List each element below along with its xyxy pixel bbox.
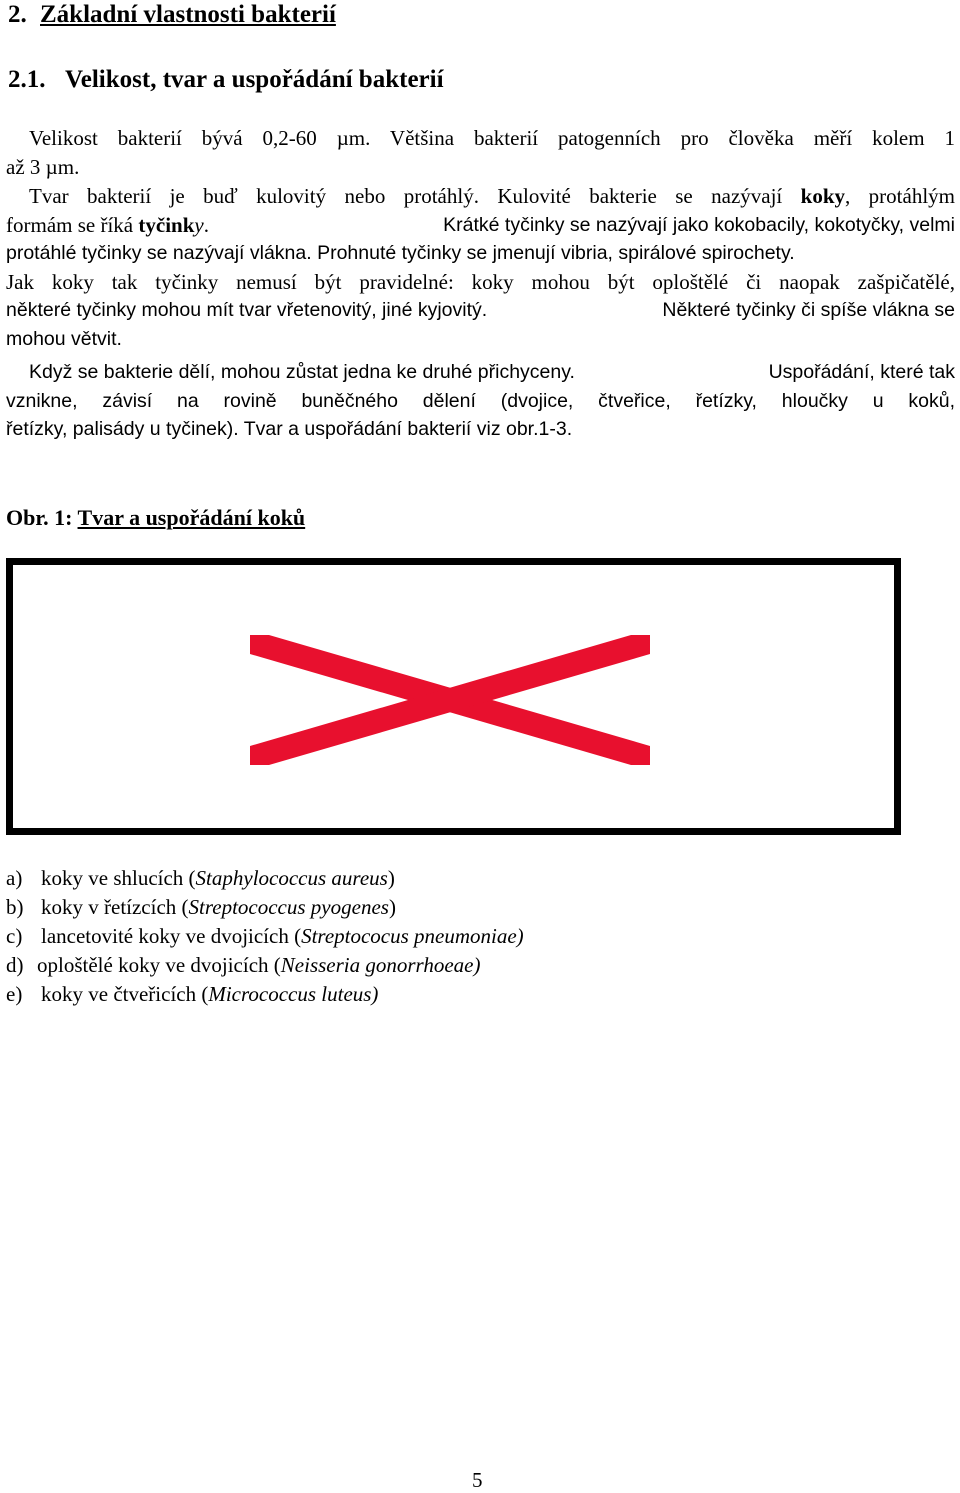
legend-species: Streptococcus pyogenes	[188, 895, 389, 919]
text-run: řetízky, palisády u tyčinek).	[6, 418, 239, 441]
text-run: Tvar a uspořádání bakterií viz obr.1-3.	[238, 418, 573, 441]
legend-species: Streptococus pneumoniae)	[301, 924, 524, 948]
text-run: Krátké tyčinky se nazývají jako kokobacily, kokotyčky, velmi	[443, 213, 955, 236]
paragraph-line	[6, 211, 955, 240]
text-run: formám se říká	[6, 212, 139, 237]
legend-item	[6, 980, 524, 1009]
text-run: protáhlé tyčinky se nazývají vlákna.	[6, 242, 312, 265]
legend-species: Neisseria gonorrhoeae)	[280, 953, 481, 977]
legend-letter: c)	[6, 924, 23, 948]
term-koky: koky	[800, 184, 846, 208]
legend-text: koky ve shlucích (	[41, 866, 196, 890]
paragraph-arrangement	[6, 358, 955, 444]
paragraph-line	[6, 182, 955, 211]
text-run: y	[194, 212, 204, 237]
legend-close: )	[388, 895, 396, 919]
text-run	[6, 211, 209, 240]
legend-species: Staphylococcus aureus	[195, 866, 388, 890]
figure-title: Tvar a uspořádání koků	[77, 505, 306, 530]
legend-letter: d)	[6, 953, 24, 977]
legend-species: Micrococcus luteus)	[208, 982, 379, 1006]
text-run: Uspořádání, které tak	[768, 361, 955, 383]
paragraph-line	[6, 296, 955, 325]
paragraph-line: Velikost bakterií bývá 0,2-60 µm. Většina bakterií patogenních pro člověka měří kolem 1	[29, 126, 955, 150]
section-heading	[8, 66, 444, 94]
paragraph-line: Jak koky tak tyčinky nemusí být pravidelné: koky mohou být oploštělé či naopak zašpičatělé,	[6, 269, 955, 294]
text-run: Některé tyčinky či spíše vlákna se	[662, 299, 955, 322]
paragraph-line	[6, 239, 955, 268]
section-title: Velikost, tvar a uspořádání bakterií	[65, 66, 444, 93]
chapter-heading	[8, 1, 336, 29]
missing-image-icon	[13, 565, 894, 828]
paragraph-line	[6, 415, 955, 444]
legend-letter: b)	[6, 895, 24, 919]
figure-caption	[6, 505, 305, 531]
section-number: 2.1.	[8, 66, 46, 93]
figure-legend	[6, 864, 524, 1009]
paragraph-size	[6, 124, 955, 181]
text-run: Když se bakterie dělí, mohou zůstat jedna ke druhé přichyceny.	[29, 361, 575, 383]
paragraph-shape	[6, 182, 955, 354]
term-tycinky: tyčink	[138, 212, 195, 237]
legend-item	[6, 922, 524, 951]
legend-text: koky v řetízcích (	[41, 895, 189, 919]
paragraph-line	[6, 358, 955, 387]
page-number: 5	[472, 1468, 483, 1492]
legend-text: koky ve čtveřicích (	[41, 982, 209, 1006]
text-run: některé tyčinky mohou mít tvar vřetenovitý, jiné kyjovitý.	[6, 299, 488, 322]
legend-text: oploštělé koky ve dvojicích (	[37, 953, 281, 977]
paragraph-line: až 3 µm.	[6, 154, 80, 179]
text-run: , protáhlým	[845, 184, 955, 208]
legend-letter: a)	[6, 866, 23, 890]
figure-label: Obr. 1:	[6, 505, 73, 530]
text-run: Tvar bakterií je buď kulovitý nebo protáhlý. Kulovité bakterie se nazývají	[29, 184, 801, 208]
legend-close: )	[387, 866, 395, 890]
legend-item	[6, 893, 524, 922]
legend-item	[6, 951, 524, 980]
figure-image-placeholder	[6, 558, 901, 835]
paragraph-line: mohou větvit.	[6, 327, 122, 350]
legend-text: lancetovité koky ve dvojicích (	[41, 924, 302, 948]
chapter-title: Základní vlastnosti bakterií	[40, 1, 336, 28]
text-run: .	[203, 212, 209, 237]
legend-letter: e)	[6, 982, 23, 1006]
chapter-number: 2.	[8, 1, 27, 28]
text-run: Prohnuté tyčinky se jmenují vibria, spirálové spirochety.	[311, 242, 795, 265]
paragraph-line: vznikne, závisí na rovině buněčného dělení (dvojice, čtveřice, řetízky, hloučky u koků,	[6, 389, 955, 412]
legend-item	[6, 864, 524, 893]
